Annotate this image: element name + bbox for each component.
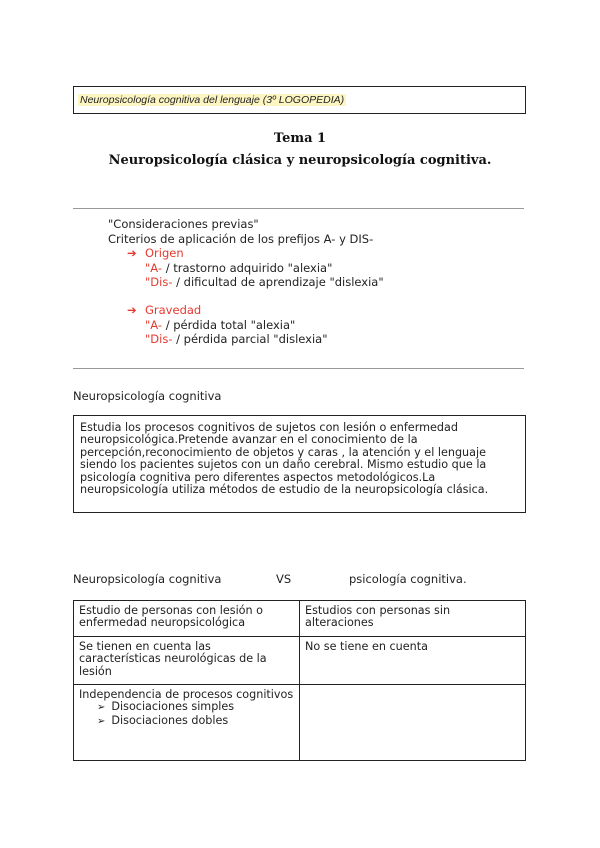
- origen-a-prefix: "A-: [145, 261, 163, 275]
- origen-dis-prefix: "Dis-: [145, 275, 173, 289]
- gravedad-dis-prefix: "Dis-: [145, 332, 173, 346]
- comparison-right-title: psicología cognitiva.: [349, 572, 467, 586]
- table-cell: No se tiene en cuenta: [300, 637, 526, 685]
- independence-text: Independencia de procesos cognitivos: [79, 688, 294, 701]
- table-cell: Se tienen en cuenta las características neurológicas de la lesión: [74, 637, 300, 685]
- comparison-left-title: Neuropsicología cognitiva: [73, 572, 222, 586]
- table-cell: [74, 685, 300, 761]
- gravedad-a-prefix: "A-: [145, 318, 163, 332]
- page-title: Neuropsicología clásica y neuropsicología cognitiva.: [108, 153, 492, 168]
- table-cell: Estudio de personas con lesión o enfermedad neuropsicológica: [74, 601, 300, 637]
- origen-a-text: / trastorno adquirido "alexia": [162, 261, 333, 275]
- comparison-table: [73, 600, 526, 761]
- description-text: Estudia los procesos cognitivos de sujetos con lesión o enfermedad neuropsicológica.Pretende avanzar en el conocimiento de la percepción,reconocimiento de objetos y caras , la atención y el lenguaje siendo los pacientes sujetos con un daño cerebral. Mismo estudio que la psicología cognitiva pero diferentes aspectos metodológicos.La neuropsicología utiliza métodos de estudio de la neuropsicología clásica.: [80, 421, 489, 497]
- description-box: [73, 415, 526, 513]
- criteria-text: Criterios de aplicación de los prefijos A- y DIS-: [108, 232, 374, 246]
- header-text: Neuropsicología cognitiva del lenguaje (3º LOGOPEDIA): [80, 94, 345, 106]
- dissociation-list: [79, 701, 294, 728]
- origen-dis-text: / dificultad de aprendizaje "dislexia": [172, 275, 384, 289]
- table-cell: [300, 685, 526, 761]
- arrow-right-icon: ➔: [127, 246, 137, 260]
- table-cell: Estudios con personas sin alteraciones: [300, 601, 526, 637]
- gravedad-dis-line: [145, 332, 328, 346]
- list-item: ➢ Disociaciones simples: [97, 701, 294, 714]
- table-row: [74, 685, 526, 761]
- gravedad-a-line: [145, 318, 295, 332]
- origen-dis-line: [145, 275, 384, 289]
- list-item: ➢ Disociaciones dobles: [97, 715, 294, 728]
- section-label: Neuropsicología cognitiva: [73, 389, 222, 403]
- divider: [73, 208, 524, 209]
- document-header: [73, 86, 526, 114]
- gravedad-label: Gravedad: [145, 303, 202, 317]
- considerations-heading: "Consideraciones previas": [108, 217, 259, 231]
- table-row: [74, 601, 526, 637]
- divider: [73, 368, 524, 369]
- comparison-vs: VS: [276, 572, 292, 586]
- arrow-right-icon: ➔: [127, 303, 137, 317]
- gravedad-dis-text: / pérdida parcial "dislexia": [172, 332, 328, 346]
- topic-number: Tema 1: [273, 131, 327, 146]
- origen-label: Origen: [145, 246, 184, 260]
- origen-a-line: [145, 261, 332, 275]
- gravedad-a-text: / pérdida total "alexia": [162, 318, 296, 332]
- table-row: [74, 637, 526, 685]
